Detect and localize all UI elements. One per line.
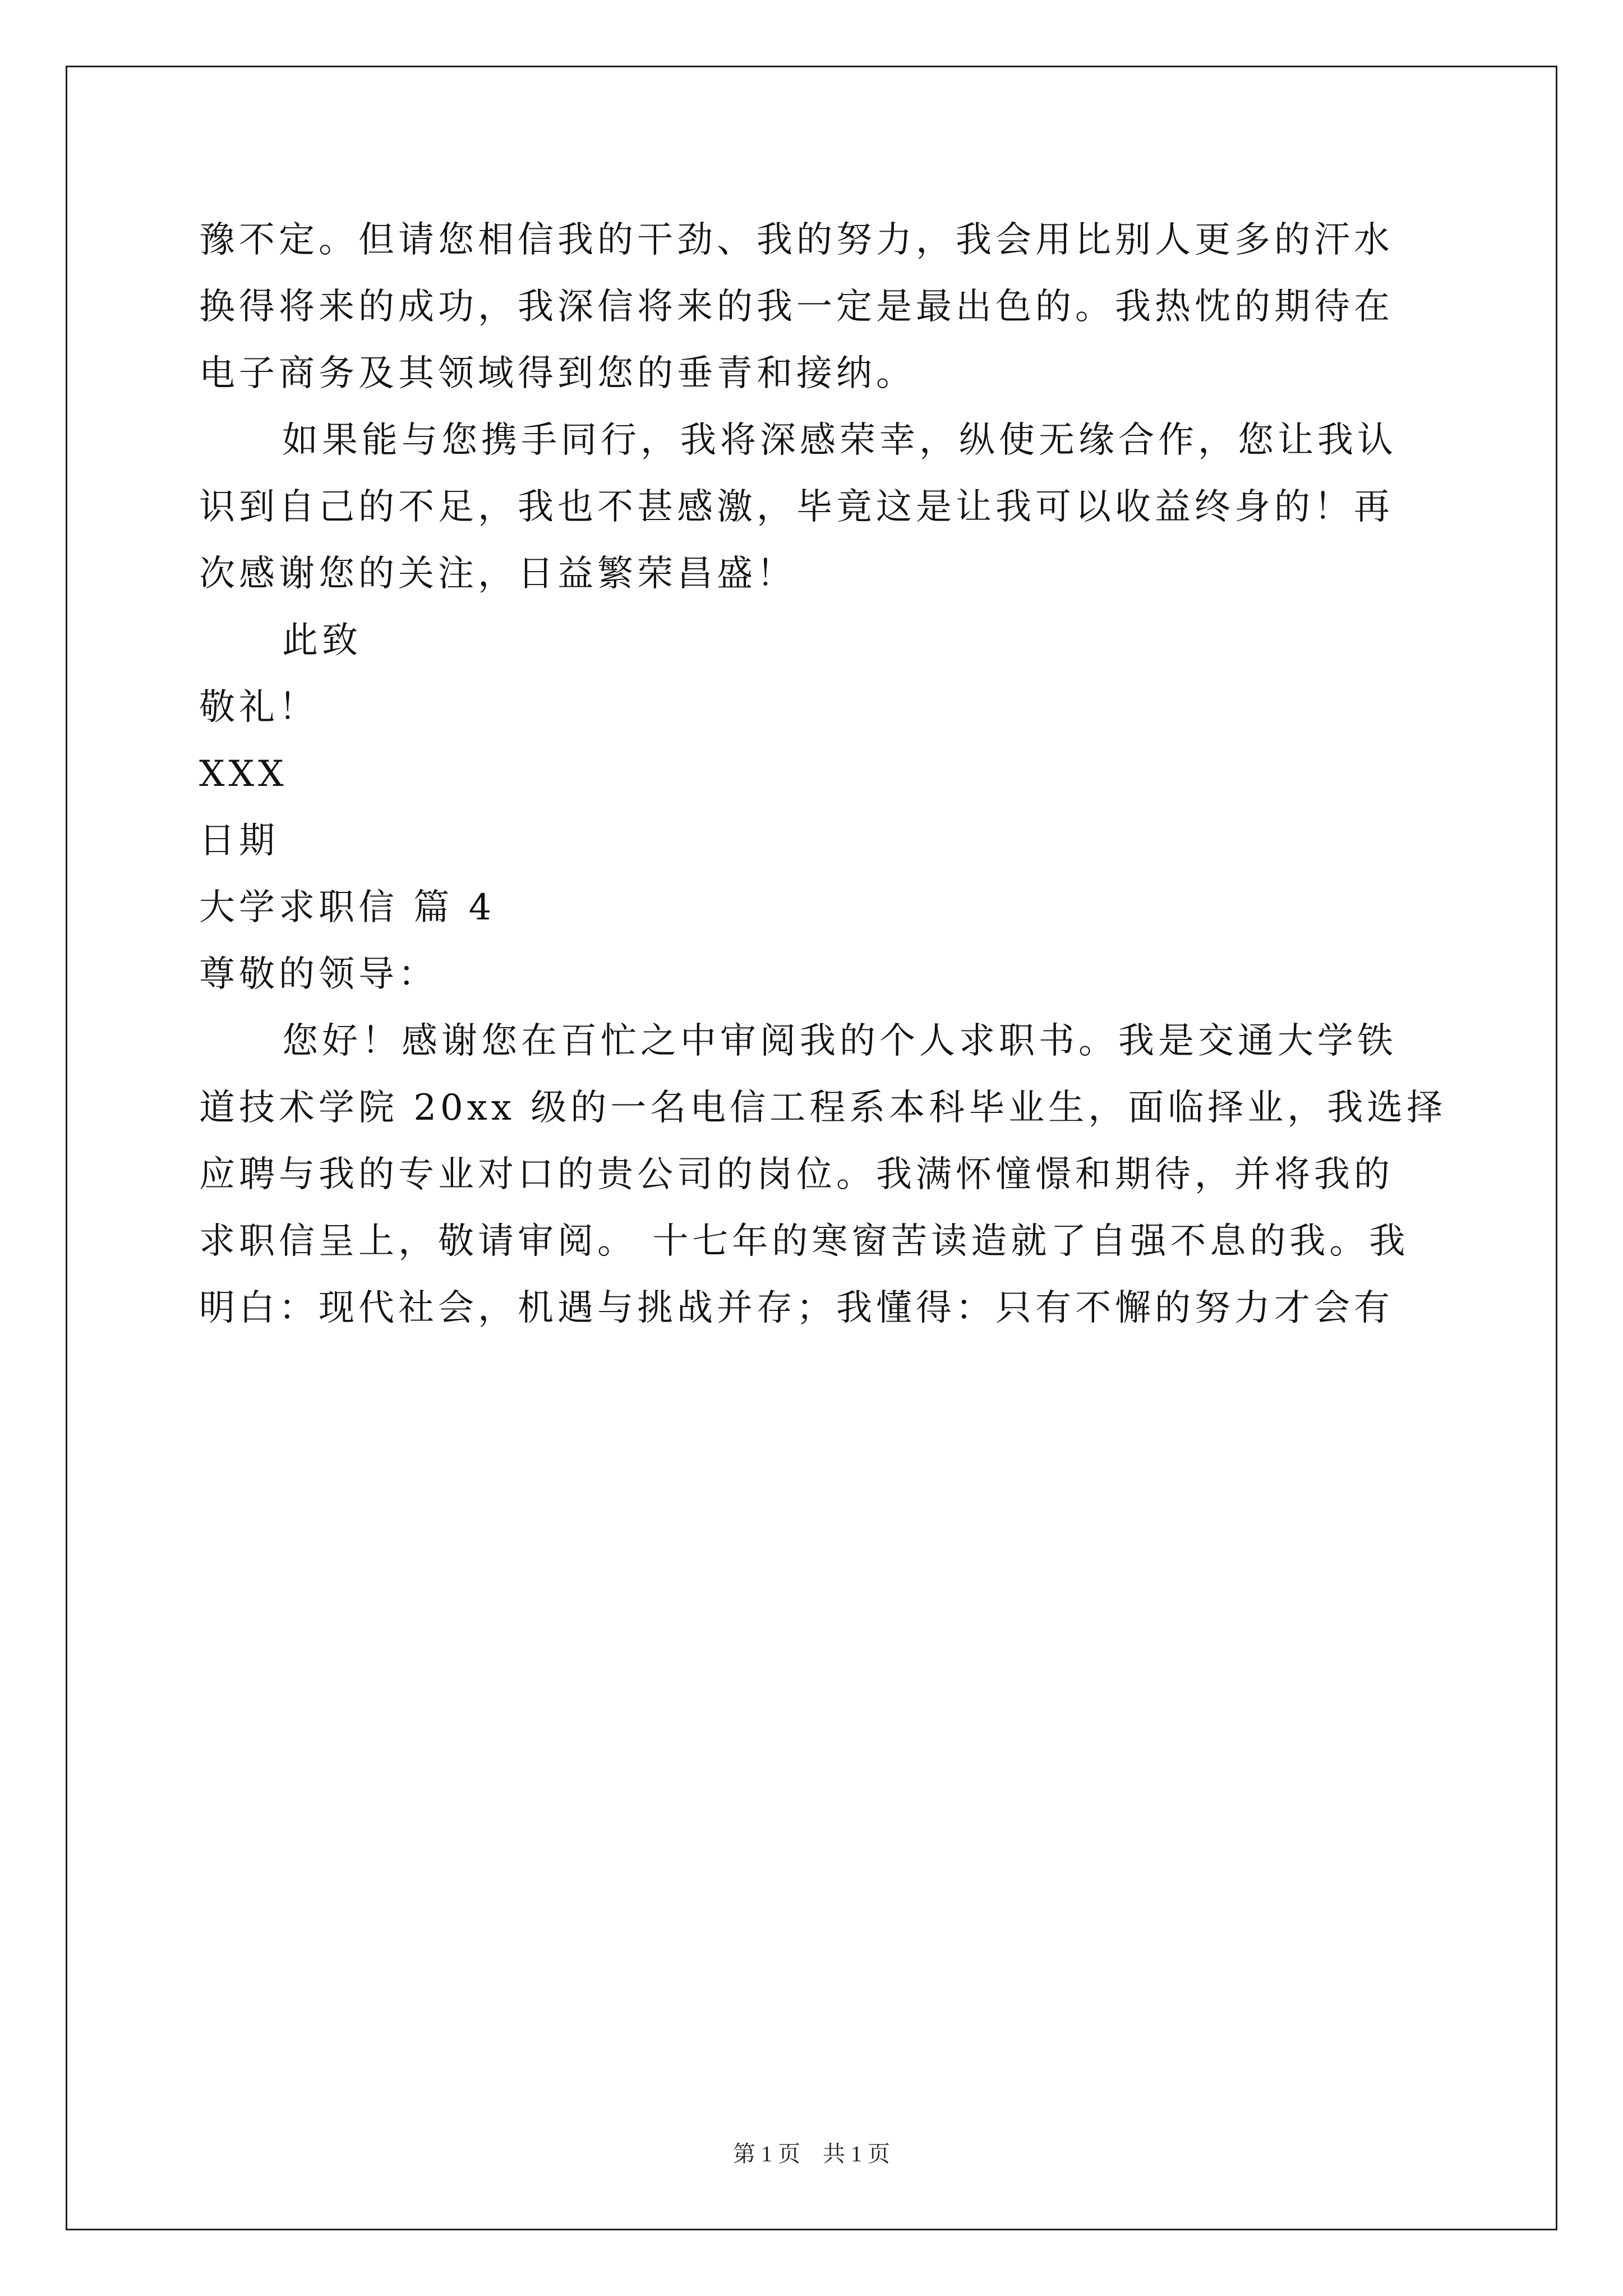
paragraph-line: 识到自己的不足，我也不甚感激，毕竟这是让我可以收益终身的！再 — [199, 486, 1394, 528]
paragraph-line: 明白：现代社会，机遇与挑战并存；我懂得：只有不懈的努力才会有 — [199, 1287, 1394, 1329]
paragraph-line: 道技术学院 20xx 级的一名电信工程系本科毕业生，面临择业，我选择 — [199, 1087, 1447, 1129]
paragraph-line: 换得将来的成功，我深信将来的我一定是最出色的。我热忱的期待在 — [199, 286, 1394, 328]
paragraph-line: 应聘与我的专业对口的贵公司的岗位。我满怀憧憬和期待，并将我的 — [199, 1154, 1394, 1195]
paragraph-line: 如果能与您携手同行，我将深感荣幸，纵使无缘合作，您让我认 — [282, 420, 1397, 461]
paragraph-line: 电子商务及其领域得到您的垂青和接纳。 — [199, 353, 916, 394]
paragraph-line: 求职信呈上，敬请审阅。 十七年的寒窗苦读造就了自强不息的我。我 — [199, 1221, 1409, 1262]
signature-date: 日期 — [199, 820, 279, 862]
page-number-footer: 第 1 页 共 1 页 — [733, 2141, 890, 2166]
section-title: 大学求职信 篇 4 — [199, 887, 496, 928]
greeting-line: 尊敬的领导： — [199, 954, 438, 995]
paragraph-line: 豫不定。但请您相信我的干劲、我的努力，我会用比别人更多的汗水 — [199, 219, 1394, 261]
paragraph-line: 您好！感谢您在百忙之中审阅我的个人求职书。我是交通大学铁 — [282, 1020, 1397, 1062]
salutation-line: 此致 — [282, 620, 362, 661]
signature-name: XXX — [199, 753, 288, 795]
paragraph-line: 次感谢您的关注，日益繁荣昌盛！ — [199, 553, 796, 595]
salutation-line: 敬礼！ — [199, 687, 319, 728]
